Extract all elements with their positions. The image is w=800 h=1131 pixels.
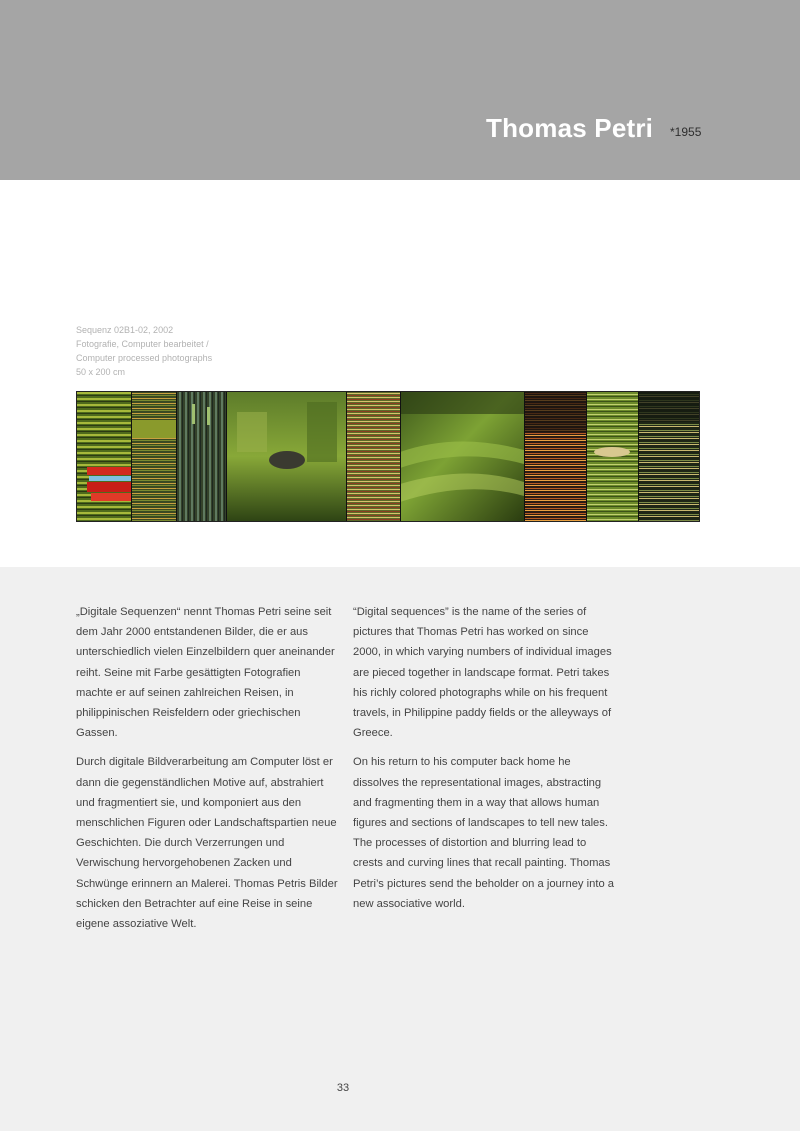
page-number: 33	[336, 1082, 350, 1094]
caption-line-title: Sequenz 02B1-02, 2002	[76, 325, 174, 335]
english-paragraph-2: On his return to his computer back home he dissolves the representational images, abstracting and fragmenting them in a way that allows human figures and sections of landscapes to tell new tales. The processes of distortion and blurring lead to crests and curving lines that recall painting. Thomas Petri’s pictures send the beholder on a journey into a new associative world.	[353, 756, 614, 910]
artwork-image	[76, 391, 700, 522]
german-paragraph-2: Durch digitale Bildverarbeitung am Computer löst er dann die gegenständlichen Motive auf, abstrahiert und fragmentiert sie, und komponiert aus den menschlichen Figuren oder Landschaftspartien neue Geschichten. Die durch Verzerrungen und Verwischung hervorgehobenen Zacken und Schwünge erinnern an Malerei. Thomas Petris Bilder schicken den Betrachter auf eine Reise in seine eigene assoziative Welt.	[76, 756, 338, 931]
header-band	[0, 0, 800, 180]
german-paragraph-1: „Digitale Sequenzen“ nennt Thomas Petri seine seit dem Jahr 2000 entstandenen Bilder, die er aus unterschiedlich vielen Einzelbildern quer aneinander reiht. Seine mit Farbe gesättigten Fotografien machte er auf seinen zahlreichen Reisen, in philippinischen Reisfeldern oder griechischen Gassen.	[76, 606, 335, 740]
caption-line-medium-de: Fotografie, Computer bearbeitet /	[76, 339, 209, 349]
birth-year: *1955	[670, 125, 702, 139]
caption-line-medium-en: Computer processed photographs	[76, 353, 213, 363]
artwork-panels	[77, 392, 699, 521]
text-column-english	[353, 602, 618, 923]
artist-name: Thomas Petri	[486, 113, 654, 143]
text-column-german	[76, 602, 338, 943]
caption-line-size: 50 x 200 cm	[76, 367, 126, 377]
english-paragraph-1: “Digital sequences” is the name of the series of pictures that Thomas Petri has worked on since 2000, in which varying numbers of individual images are pieced together in landscape format. Petri takes his richly colored photographs while on his frequent travels, in Philippine paddy fields or the alleyways of Greece.	[353, 606, 612, 740]
artwork-caption	[76, 323, 212, 379]
